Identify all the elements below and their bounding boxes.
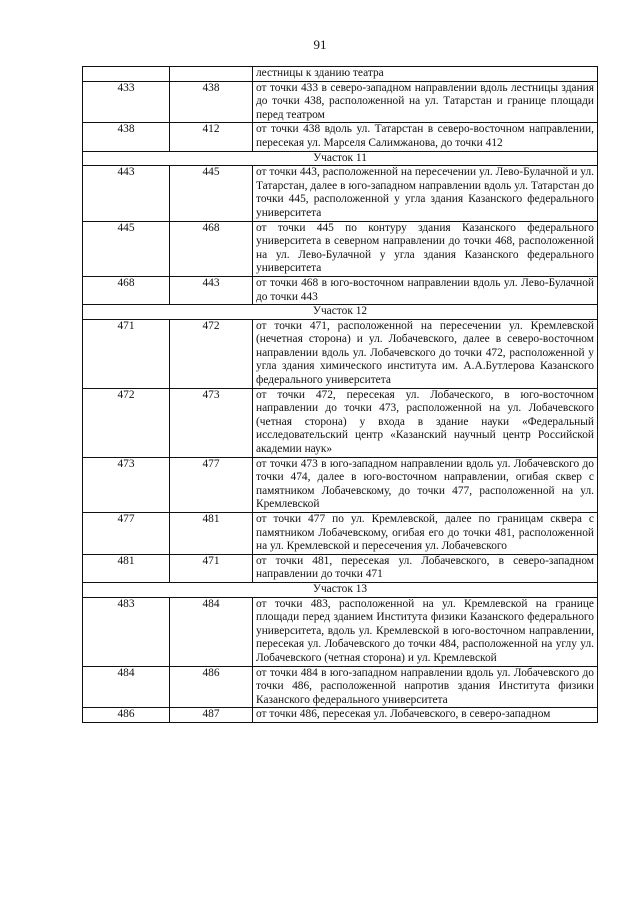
to-point-cell: 412 xyxy=(170,123,253,151)
table-row xyxy=(83,597,598,666)
from-point-cell: 471 xyxy=(83,319,170,388)
table-row xyxy=(83,221,598,276)
from-point-cell: 433 xyxy=(83,81,170,123)
section-row xyxy=(83,582,598,597)
to-point-cell: 481 xyxy=(170,513,253,555)
to-point-cell: 473 xyxy=(170,388,253,457)
page-number: 91 xyxy=(313,37,327,52)
table-row xyxy=(83,319,598,388)
description-cell: от точки 477 по ул. Кремлевской, далее по границам сквера с памятником Лобачевскому, огибая его до точки 481, расположенной на ул. Кремлевской и пересечения ул. Лобачевского xyxy=(253,513,598,555)
boundary-table xyxy=(82,66,598,723)
from-point-cell: 483 xyxy=(83,597,170,666)
section-title: Участок 11 xyxy=(83,151,598,166)
to-point-cell: 438 xyxy=(170,81,253,123)
description-cell: от точки 468 в юго-восточном направлении вдоль ул. Лево-Булачной до точки 443 xyxy=(253,276,598,304)
to-point-cell: 484 xyxy=(170,597,253,666)
to-point-cell: 487 xyxy=(170,708,253,723)
from-point-cell: 468 xyxy=(83,276,170,304)
description-cell: от точки 486, пересекая ул. Лобачевского, в северо-западном xyxy=(253,708,598,723)
table-row xyxy=(83,708,598,723)
from-point-cell: 472 xyxy=(83,388,170,457)
from-point-cell: 473 xyxy=(83,457,170,512)
table-row xyxy=(83,554,598,582)
to-point-cell: 468 xyxy=(170,221,253,276)
description-cell: от точки 481, пересекая ул. Лобачевского, в северо-западном направлении до точки 471 xyxy=(253,554,598,582)
table-row xyxy=(83,81,598,123)
from-point-cell: 443 xyxy=(83,166,170,221)
section-title: Участок 13 xyxy=(83,582,598,597)
from-point-cell: 445 xyxy=(83,221,170,276)
from-point-cell: 484 xyxy=(83,666,170,708)
table-row xyxy=(83,457,598,512)
description-cell: от точки 471, расположенной на пересечении ул. Кремлевской (нечетная сторона) и ул. Лобачевского, далее в северо-восточном направлении вдоль ул. Лобачевского до точки 472, расположенной у угла здания химического института им. А.А.Бутлерова Казанского федерального университета xyxy=(253,319,598,388)
from-point-cell: 481 xyxy=(83,554,170,582)
table-row xyxy=(83,513,598,555)
description-cell: лестницы к зданию театра xyxy=(253,67,598,82)
table-row xyxy=(83,276,598,304)
to-point-cell: 471 xyxy=(170,554,253,582)
description-cell: от точки 484 в юго-западном направлении вдоль ул. Лобачевского до точки 486, расположенной напротив здания Института физики Казанского федерального университета xyxy=(253,666,598,708)
from-point-cell: 486 xyxy=(83,708,170,723)
description-cell: от точки 433 в северо-западном направлении вдоль лестницы здания до точки 438, расположенной на ул. Татарстан и границе площади перед театром xyxy=(253,81,598,123)
description-cell: от точки 483, расположенной на ул. Кремлевской на границе площади перед зданием Института физики Казанского федерального университета, вдоль ул. Кремлевской в юго-восточном направлении, пересекая ул. Лобачевского до точки 484, расположенной на углу ул. Лобачевского (четная сторона) и ул. Кремлевской xyxy=(253,597,598,666)
section-title: Участок 12 xyxy=(83,305,598,320)
to-point-cell: 472 xyxy=(170,319,253,388)
table-row xyxy=(83,123,598,151)
section-row xyxy=(83,151,598,166)
table-row xyxy=(83,388,598,457)
table-row xyxy=(83,67,598,82)
from-point-cell: 477 xyxy=(83,513,170,555)
description-cell: от точки 445 по контуру здания Казанского федерального университета в северном направлении до точки 468, расположенной на ул. Лево-Булачной у угла здания Казанского федерального университета xyxy=(253,221,598,276)
to-point-cell: 486 xyxy=(170,666,253,708)
from-point-cell: 438 xyxy=(83,123,170,151)
to-point-cell: 477 xyxy=(170,457,253,512)
table-row xyxy=(83,666,598,708)
from-point-cell xyxy=(83,67,170,82)
to-point-cell: 445 xyxy=(170,166,253,221)
description-cell: от точки 443, расположенной на пересечении ул. Лево-Булачной и ул. Татарстан, далее в юго-западном направлении вдоль ул. Татарстан до точки 445, расположенной у угла здания Казанского федерального университета xyxy=(253,166,598,221)
to-point-cell xyxy=(170,67,253,82)
boundary-table-body xyxy=(83,67,598,723)
description-cell: от точки 473 в юго-западном направлении вдоль ул. Лобачевского до точки 474, далее в юго-восточном направлении, огибая сквер с памятником Лобачевскому, до точки 477, расположенной на ул. Кремлевской xyxy=(253,457,598,512)
section-row xyxy=(83,305,598,320)
description-cell: от точки 472, пересекая ул. Лобаческого, в юго-восточном направлении до точки 473, расположенной на ул. Лобачевского (четная сторона) у входа в здание науки «Федеральный исследовательский центр «Казанский научный центр Российской академии наук» xyxy=(253,388,598,457)
table-row xyxy=(83,166,598,221)
to-point-cell: 443 xyxy=(170,276,253,304)
description-cell: от точки 438 вдоль ул. Татарстан в северо-восточном направлении, пересекая ул. Марселя Салимжанова, до точки 412 xyxy=(253,123,598,151)
